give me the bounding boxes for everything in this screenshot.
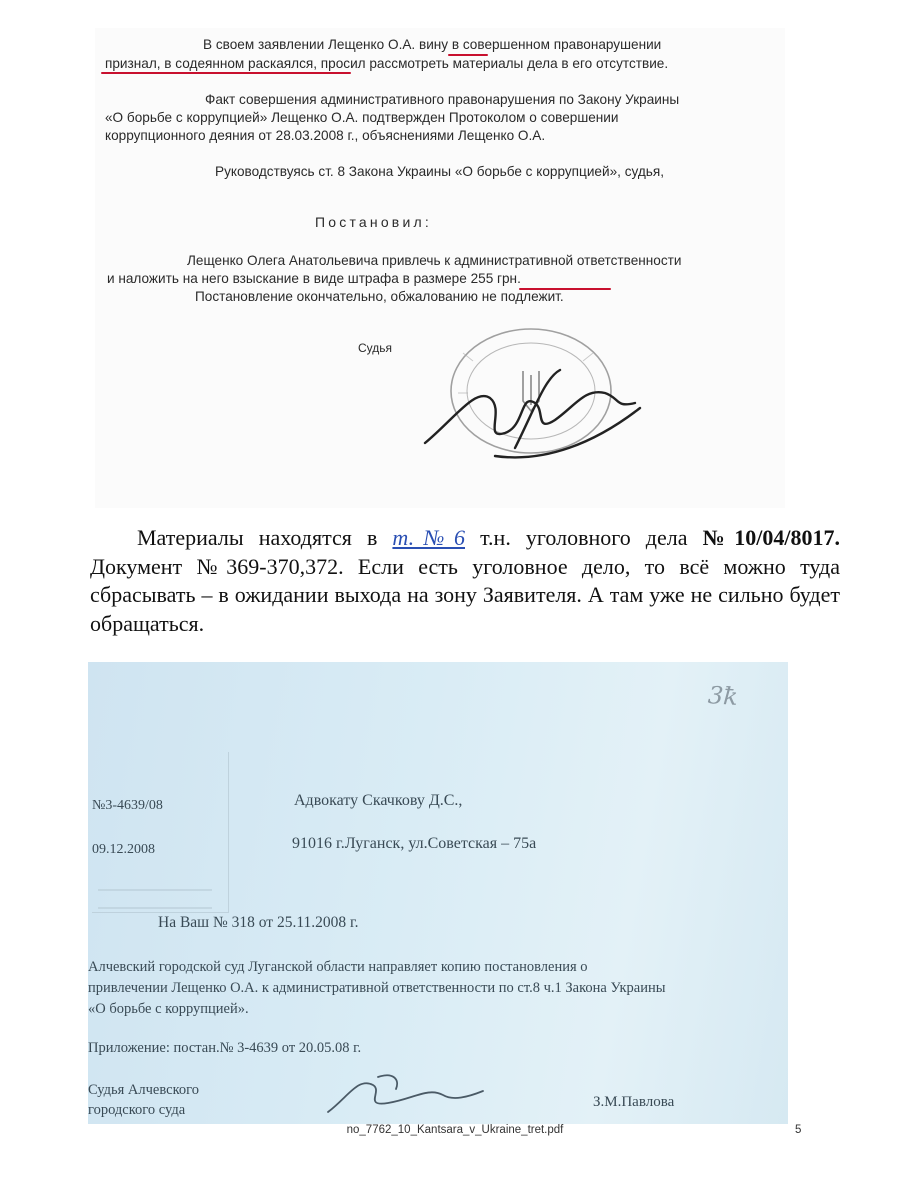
letter-signature [318, 1067, 488, 1122]
materials-paragraph [90, 524, 840, 638]
ruling-line-1: В своем заявлении Лещенко О.А. вину в совершенном правонарушении [203, 37, 662, 52]
outgoing-stamp-block [92, 752, 229, 913]
resolution-line-1: Лещенко Олега Анатольевича привлечь к административной ответственности [187, 253, 682, 268]
volume-link[interactable]: т.№6 [392, 525, 465, 550]
addressee: Адвокату Скачкову Д.С., [294, 792, 463, 809]
addressee-address: 91016 г.Луганск, ул.Советская – 75а [292, 835, 537, 852]
ruling-line-2: признал, в содеянном раскаялся, просил рассмотреть материалы дела в его отсутствие. [105, 56, 669, 71]
page-number: 5 [795, 1124, 802, 1136]
resolution-line-2: и наложить на него взыскание в виде штрафа в размере 255 грн. [107, 271, 521, 286]
scanned-ruling-fragment [95, 28, 785, 508]
fact-line-2: «О борьбе с коррупцией» Лещенко О.А. подтвержден Протоколом о совершении [105, 110, 619, 125]
fact-line-3: коррупционного деяния от 28.03.2008 г., объяснениями Лещенко О.А. [105, 128, 546, 143]
para-text-2: т.н. уголовного дела [465, 525, 703, 550]
para-text-1: Материалы находятся в [137, 525, 393, 550]
letter-body-3: «О борьбе с коррупцией». [88, 1001, 249, 1017]
case-number: №10/04/8017. [702, 525, 840, 550]
judge-label: Судья [358, 341, 393, 355]
signature-title-2: городского суда [88, 1102, 186, 1118]
outgoing-number: №3-4639/08 [92, 798, 163, 813]
scanned-court-letter [88, 662, 788, 1124]
guided-by-line: Руководствуясь ст. 8 Закона Украины «О борьбе с коррупцией», судья, [215, 164, 664, 179]
fact-line-1: Факт совершения административного правонарушения по Закону Украины [205, 92, 680, 107]
ruling-heading: Постановил: [315, 214, 432, 230]
stamp-lines-icon [92, 752, 228, 912]
letter-body-2: привлечении Лещенко О.А. к административной ответственности по ст.8 ч.1 Закона Украины [88, 980, 666, 996]
judge-signature [395, 348, 655, 473]
para-text-3: Документ №369-370,372. Если есть уголовное дело, то всё можно туда сбрасывать – в ожидании выхода на зону Заявителя. А там уже не сильно будет обращаться. [90, 553, 840, 636]
resolution-line-3: Постановление окончательно, обжалованию не подлежит. [195, 289, 564, 304]
signer-name: З.М.Павлова [593, 1094, 675, 1110]
red-underline-remorse [101, 72, 351, 74]
letter-attachment: Приложение: постан.№ 3-4639 от 20.05.08 г. [88, 1040, 362, 1056]
footer-filename: no_7762_10_Kantsara_v_Ukraine_tret.pdf [346, 1124, 564, 1136]
handwritten-number: 3ꝁ [707, 680, 739, 712]
reply-reference: На Ваш № 318 от 25.11.2008 г. [158, 914, 359, 931]
letter-body-1: Алчевский городской суд Луганской области направляет копию постановления о [88, 959, 588, 975]
outgoing-date: 09.12.2008 [92, 842, 155, 857]
signature-title-1: Судья Алчевского [88, 1082, 199, 1098]
